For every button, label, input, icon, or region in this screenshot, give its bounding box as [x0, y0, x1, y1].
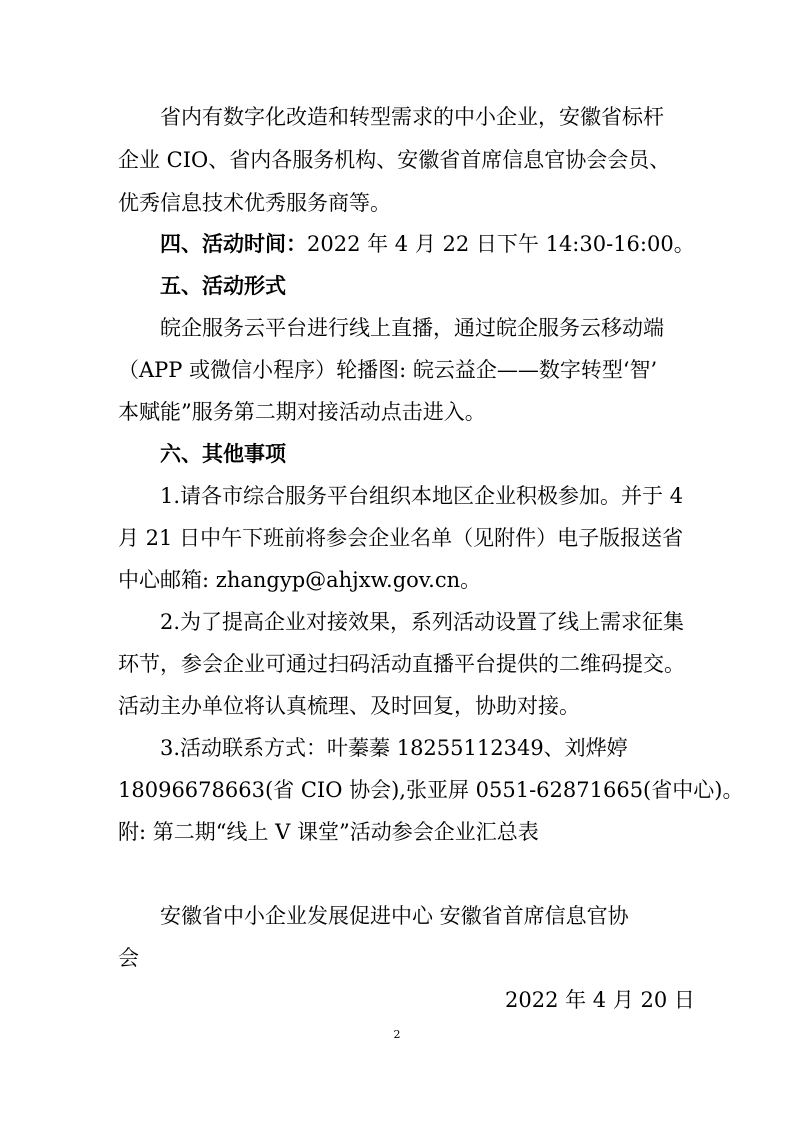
paragraph-line: （APP 或微信小程序）轮播图: 皖云益企——数字转型‘智’	[118, 358, 658, 382]
section-4-line	[160, 230, 695, 258]
paragraph-line: 中心邮箱: zhangyp@ahjxw.gov.cn。	[118, 568, 482, 592]
paragraph-line: 3.活动联系方式：叶蓁蓁 18255112349、刘烨婷	[160, 736, 628, 760]
section-4-time: 2022 年 4 月 22 日下午 14:30-16:00。	[307, 232, 695, 256]
attachment-note: 附: 第二期“线上 V 课堂”活动参会企业汇总表	[118, 820, 539, 844]
paragraph-line: 2.为了提高企业对接效果，系列活动设置了线上需求征集	[160, 610, 685, 634]
paragraph-line: 皖企服务云平台进行线上直播，通过皖企服务云移动端	[160, 316, 664, 340]
signature-organizations: 安徽省中小企业发展促进中心 安徽省首席信息官协	[160, 904, 629, 928]
page-number: 2	[393, 1028, 401, 1041]
paragraph-line: 企业 CIO、省内各服务机构、安徽省首席信息官协会会员、	[118, 148, 671, 172]
section-6-heading: 六、其他事项	[160, 441, 286, 466]
paragraph-line: 活动主办单位将认真梳理、及时回复，协助对接。	[118, 694, 580, 718]
paragraph-line: 1.请各市综合服务平台组织本地区企业积极参加。并于 4	[160, 484, 684, 508]
paragraph-line: 省内有数字化改造和转型需求的中小企业，安徽省标杆	[160, 105, 664, 129]
paragraph-line: 月 21 日中午下班前将参会企业名单（见附件）电子版报送省	[118, 526, 684, 550]
section-5-heading: 五、活动形式	[160, 273, 286, 298]
signature-date: 2022 年 4 月 20 日	[505, 988, 695, 1012]
paragraph-line: 本赋能”服务第二期对接活动点击进入。	[118, 400, 486, 424]
paragraph-line: 环节，参会企业可通过扫码活动直播平台提供的二维码提交。	[118, 652, 685, 676]
signature-organizations: 会	[118, 946, 139, 970]
paragraph-line: 18096678663(省 CIO 协会),张亚屏 0551-62871665(省中心)。	[118, 778, 744, 802]
section-4-heading: 四、活动时间：	[160, 231, 307, 256]
paragraph-line: 优秀信息技术优秀服务商等。	[118, 191, 391, 215]
